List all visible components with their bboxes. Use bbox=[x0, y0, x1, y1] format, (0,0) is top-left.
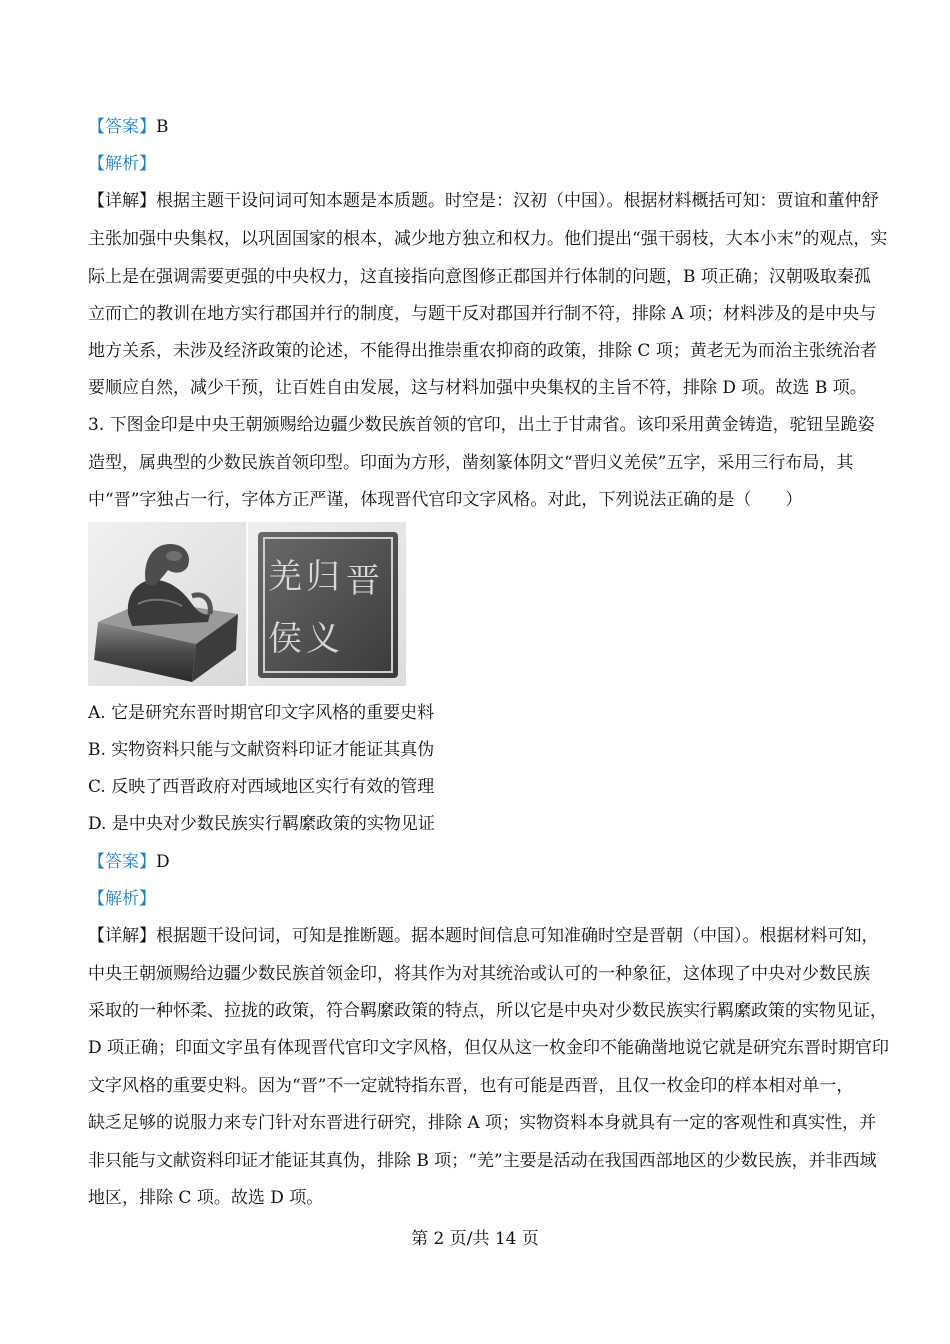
seal-figure bbox=[88, 522, 406, 686]
q2-detail-line-0 bbox=[88, 190, 888, 212]
q3-detail-line-3: D 项正确；印面文字虽有体现晋代官印文字风格，但仅从这一枚金印不能确凿地说它就是研究东晋时期官印 bbox=[88, 1038, 890, 1058]
seal-char-hou: 侯 bbox=[268, 619, 302, 659]
q2-detail-tag: 【详解】 bbox=[88, 191, 156, 211]
q3-analysis-tag-line bbox=[88, 888, 888, 910]
q3-analysis-tag: 【解析】 bbox=[88, 889, 156, 909]
seal-face-image bbox=[248, 522, 406, 686]
q3-option-d: D. 是中央对少数民族实行羁縻政策的实物见证 bbox=[88, 814, 435, 834]
q2-detail-line-4: 地方关系，未涉及经济政策的论述，不能得出推崇重农抑商的政策，排除 C 项；黄老无为而治主张统治者 bbox=[88, 341, 877, 361]
q3-option-a: A. 它是研究东晋时期官印文字风格的重要史料 bbox=[88, 703, 435, 723]
seal-char-yi: 义 bbox=[306, 619, 340, 659]
q2-analysis-tag-line bbox=[88, 153, 888, 175]
seal-camel-knob-image bbox=[88, 522, 246, 686]
q3-detail-tag: 【详解】 bbox=[88, 926, 156, 946]
q2-detail-line-3: 立而亡的教训在地方实行郡国并行的制度，与题干反对郡国并行制不符，排除 A 项；材料涉及的是中央与 bbox=[88, 304, 877, 324]
q2-answer-value: B bbox=[156, 117, 169, 137]
q2-detail-line-1: 主张加强中央集权，以巩固国家的根本，减少地方独立和权力。他们提出“强干弱枝，大本小末”的观点，实 bbox=[88, 229, 888, 249]
q3-stem-line-1: 造型，属典型的少数民族首领印型。印面为方形，凿刻篆体阴文“晋归义羌侯”五字，采用三行布局，其 bbox=[88, 453, 854, 473]
q3-detail-line-0 bbox=[88, 925, 888, 947]
q3-answer-value: D bbox=[156, 852, 170, 872]
q2-detail-line-5: 要顺应自然，减少干预，让百姓自由发展，这与材料加强中央集权的主旨不符，排除 D 项。故选 B 项。 bbox=[88, 378, 867, 398]
seal-char-qiang: 羌 bbox=[268, 557, 302, 597]
q3-detail-line-5: 缺乏足够的说服力来专门针对东晋进行研究，排除 A 项；实物资料本身就具有一定的客观性和真实性，并 bbox=[88, 1113, 877, 1133]
seal-face-photo bbox=[248, 522, 406, 686]
q3-stem-line-0: 3. 下图金印是中央王朝颁赐给边疆少数民族首领的官印，出土于甘肃省。该印采用黄金铸造，驼钮呈跪姿 bbox=[88, 415, 875, 435]
q3-option-b: B. 实物资料只能与文献资料印证才能证其真伪 bbox=[88, 740, 435, 760]
seal-char-gui: 归 bbox=[306, 557, 340, 597]
seal-camel-knob-photo bbox=[88, 522, 246, 686]
q3-detail-line-7: 地区，排除 C 项。故选 D 项。 bbox=[88, 1188, 324, 1208]
q3-stem-line-2: 中“晋”字独占一行，字体方正严谨，体现晋代官印文字风格。对此，下列说法正确的是（ ） bbox=[88, 490, 803, 510]
seal-char-jin: 晋 bbox=[346, 561, 380, 601]
q3-answer-line bbox=[88, 851, 888, 873]
page-number-footer: 第 2 页/共 14 页 bbox=[411, 1229, 539, 1249]
q2-answer-tag: 【答案】 bbox=[88, 117, 156, 137]
q3-detail-line-4: 文字风格的重要史料。因为“晋”不一定就特指东晋，也有可能是西晋，且仅一枚金印的样本相对单一， bbox=[88, 1076, 854, 1096]
q2-detail-text-0: 根据主题干设问词可知本题是本质题。时空是：汉初（中国）。根据材料概括可知：贾谊和董仲舒 bbox=[156, 191, 879, 211]
q3-detail-line-1: 中央王朝颁赐给边疆少数民族首领金印，将其作为对其统治或认可的一种象征，这体现了中央对少数民族 bbox=[88, 964, 870, 984]
q3-detail-text-0: 根据题干设问词，可知是推断题。据本题时间信息可知准确时空是晋朝（中国）。根据材料可知， bbox=[156, 926, 879, 946]
q3-detail-line-6: 非只能与文献资料印证才能证其真伪，排除 B 项；“羌”主要是活动在我国西部地区的少数民族，并非西域 bbox=[88, 1151, 877, 1171]
q2-detail-line-2: 际上是在强调需要更强的中央权力，这直接指向意图修正郡国并行体制的问题，B 项正确；汉朝吸取秦孤 bbox=[88, 267, 871, 287]
q3-detail-line-2: 采取的一种怀柔、拉拢的政策，符合羁縻政策的特点，所以它是中央对少数民族实行羁縻政策的实物见证， bbox=[88, 1001, 887, 1021]
q2-analysis-tag: 【解析】 bbox=[88, 154, 156, 174]
q2-answer-line bbox=[88, 116, 888, 138]
q3-answer-tag: 【答案】 bbox=[88, 852, 156, 872]
q3-option-c: C. 反映了西晋政府对西域地区实行有效的管理 bbox=[88, 777, 435, 797]
